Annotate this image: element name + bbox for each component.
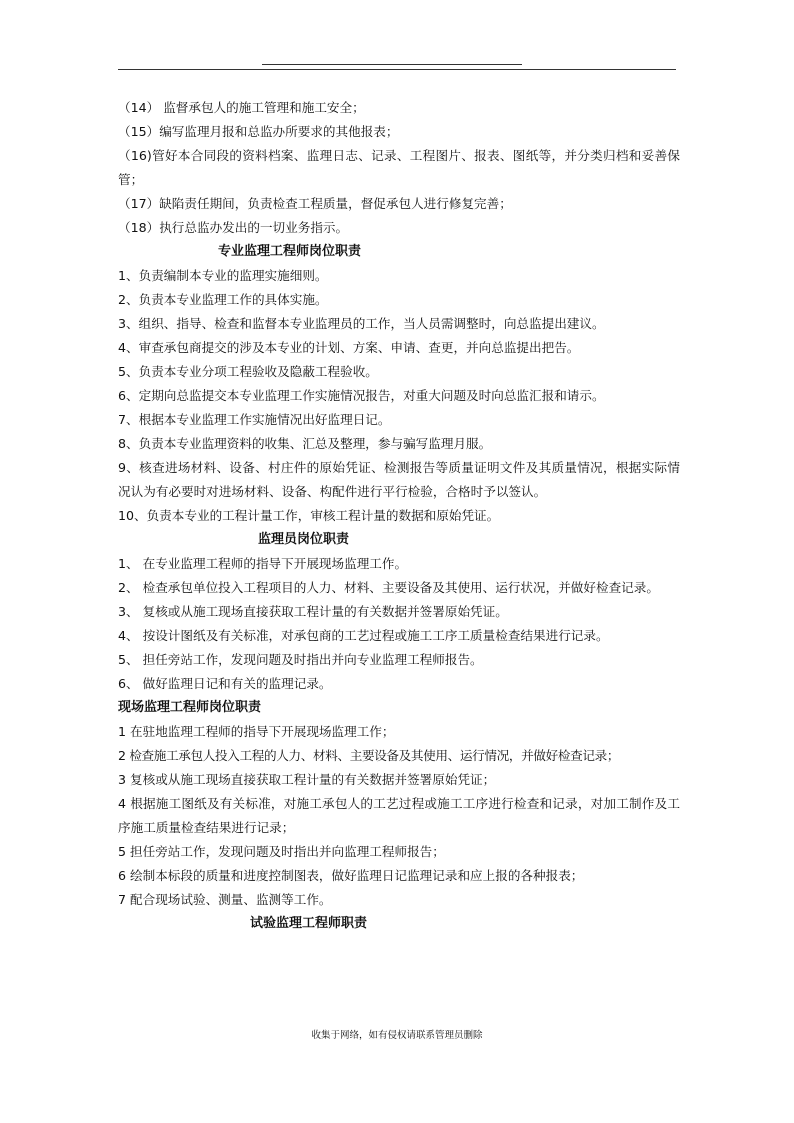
list-item: 1、 在专业监理工程师的指导下开展现场监理工作。	[118, 556, 408, 571]
list-item: 2、 检查承包单位投入工程项目的人力、材料、主要设备及其使用、运行状况，并做好检查记录。	[118, 580, 659, 595]
document-body	[118, 96, 680, 936]
list-item: 2 检查施工承包人投入工程的人力、材料、主要设备及其使用、运行情况，并做好检查记录；	[118, 748, 620, 763]
list-item: 1 在驻地监理工程师的指导下开展现场监理工作；	[118, 724, 395, 739]
list-item: （14） 监督承包人的施工管理和施工安全；	[118, 100, 365, 115]
list-item: 3、 复核或从施工现场直接获取工程计量的有关数据并签署原始凭证。	[118, 604, 508, 619]
section-heading-supervisor: 监理员岗位职责	[258, 532, 350, 547]
list-item: 5、 担任旁站工作，发现问题及时指出并向专业监理工程师报告。	[118, 652, 483, 667]
list-item: 6、定期向总监提交本专业监理工作实施情况报告，对重大问题及时向总监汇报和请示。	[118, 388, 605, 403]
section-heading-test-engineer: 试验监理工程师职责	[250, 916, 368, 931]
list-item: 6、 做好监理日记和有关的监理记录。	[118, 676, 332, 691]
list-item: 3、组织、指导、检查和监督本专业监理员的工作，当人员需调整时，向总监提出建议。	[118, 316, 605, 331]
list-item: 3 复核或从施工现场直接获取工程计量的有关数据并签署原始凭证；	[118, 772, 496, 787]
list-item: 5、负责本专业分项工程验收及隐蔽工程验收。	[118, 364, 378, 379]
list-item: （15）编写监理月报和总监办所要求的其他报表；	[118, 124, 399, 139]
list-item: 5 担任旁站工作，发现问题及时指出并向监理工程师报告；	[118, 844, 445, 859]
list-item: 1、负责编制本专业的监理实施细则。	[118, 268, 328, 283]
list-item: 9、核查进场材料、设备、村庄件的原始凭证、检测报告等质量证明文件及其质量情况，根据实际情况认为有必要时对进场材料、设备、构配件进行平行检验，合格时予以签认。	[118, 460, 680, 499]
list-item: （17）缺陷责任期间，负责检查工程质量，督促承包人进行修复完善；	[118, 196, 512, 211]
header-rule	[118, 69, 676, 70]
section-heading-specialty-engineer: 专业监理工程师岗位职责	[218, 244, 362, 259]
list-item: 4、 按设计图纸及有关标准，对承包商的工艺过程或施工工序工质量检查结果进行记录。	[118, 628, 609, 643]
list-item: （16)管好本合同段的资料档案、监理日志、记录、工程图片、报表、图纸等，并分类归档和妥善保管；	[118, 148, 680, 187]
list-item: 6 绘制本标段的质量和进度控制图表，做好监理日记监理记录和应上报的各种报表；	[118, 868, 584, 883]
header-short-rule	[262, 64, 522, 65]
list-item: 2、负责本专业监理工作的具体实施。	[118, 292, 328, 307]
list-item: 4、审查承包商提交的涉及本专业的计划、方案、申请、查更，并向总监提出把告。	[118, 340, 580, 355]
list-item: （18）执行总监办发出的一切业务指示。	[118, 220, 349, 235]
list-item: 10、负责本专业的工程计量工作，审核工程计量的数据和原始凭证。	[118, 508, 500, 523]
list-item: 7 配合现场试验、测量、监测等工作。	[118, 892, 332, 907]
list-item: 7、根据本专业监理工作实施情况出好监理日记。	[118, 412, 391, 427]
list-item: 4 根据施工图纸及有关标准，对施工承包人的工艺过程或施工工序进行检查和记录，对加工制作及工序施工质量检查结果进行记录；	[118, 796, 680, 835]
section-heading-site-engineer: 现场监理工程师岗位职责	[118, 700, 262, 715]
page-footer: 收集于网络，如有侵权请联系管理员删除	[311, 1030, 483, 1041]
list-item: 8、负责本专业监理资料的收集、汇总及整理，参与骗写监理月服。	[118, 436, 492, 451]
